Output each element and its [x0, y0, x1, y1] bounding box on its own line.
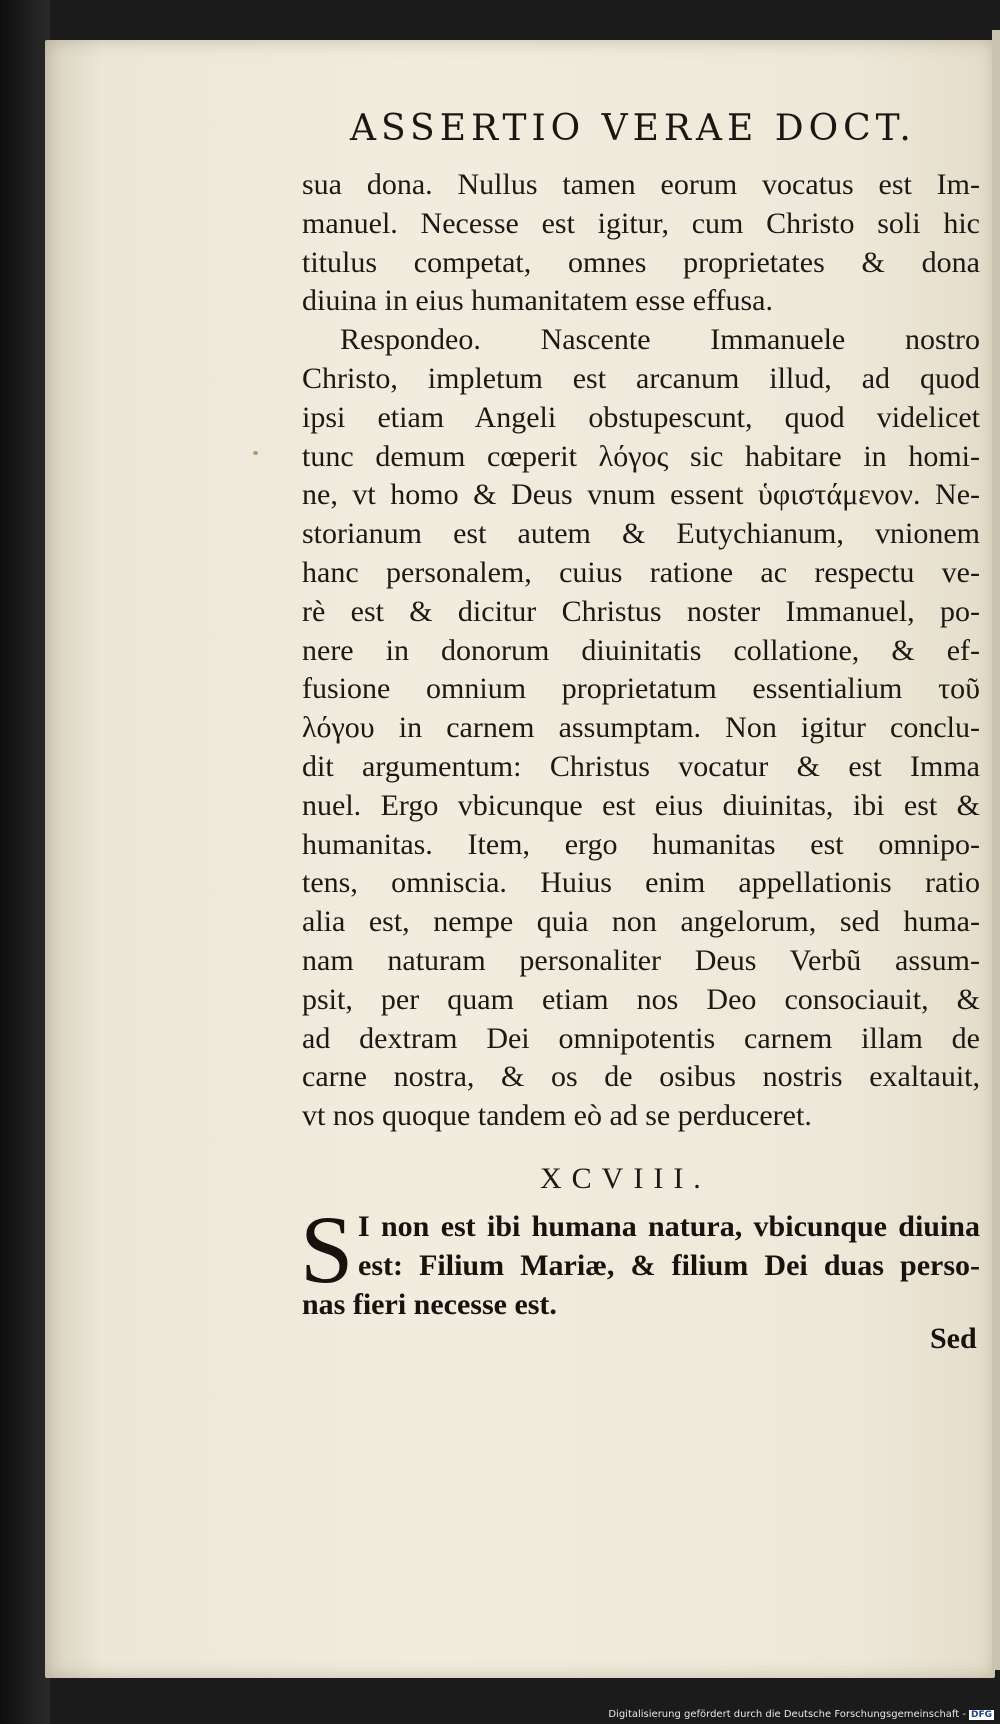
text-line: sua dona. Nullus tamen eorum vocatus est Im-: [302, 168, 980, 201]
text-line: titulus competat, omnes proprietates & dona: [302, 245, 980, 279]
text-line: vt nos quoque tandem eò ad se perduceret.: [302, 1099, 812, 1133]
text-line: storianum est autem & Eutychianum, vnionem: [302, 517, 980, 551]
paper-spot: [253, 451, 258, 455]
text-line: ad dextram Dei omnipotentis carnem illam de: [302, 1021, 980, 1055]
text-line: humanitas. Item, ergo humanitas est omnipo-: [302, 827, 980, 861]
credit-text: Digitalisierung gefördert durch die Deutsche Forschungsgemeinschaft -: [608, 1709, 966, 1720]
text-line: nuel. Ergo vbicunque est eius diuinitas, ibi est &: [302, 788, 980, 822]
text-line: λόγου in carnem assumptam. Non igitur conclu-: [302, 711, 980, 745]
body-text: [302, 166, 980, 1136]
drop-capital: S: [300, 1196, 354, 1303]
text-line: tens, omniscia. Huius enim appellationis ratio: [302, 866, 980, 900]
text-line: nam naturam personaliter Deus Verbũ assum-: [302, 943, 980, 977]
text-line: est: Filium Mariæ, & filium Dei duas perso-: [358, 1248, 980, 1282]
section-number: XCVIII.: [540, 1162, 711, 1195]
text-line: hanc personalem, cuius ratione ac respectu ve-: [302, 555, 980, 589]
text-line: ipsi etiam Angeli obstupescunt, quod videlicet: [302, 400, 980, 434]
running-head: ASSERTIO VERAE DOCT.: [350, 108, 916, 149]
page-edge: [992, 30, 1000, 1670]
text-line: Christo, impletum est arcanum illud, ad quod: [302, 361, 980, 395]
book-spine-shadow: [0, 0, 50, 1724]
text-line: tunc demum cœperit λόγος sic habitare in homi-: [302, 439, 980, 473]
text-line: ne, vt homo & Deus vnum essent ὑφιστάμενον. Ne-: [302, 478, 980, 512]
text-line: psit, per quam etiam nos Deo consociauit, &: [302, 982, 980, 1016]
dfg-logo: DFG: [970, 1710, 992, 1720]
text-line: nas fieri necesse est.: [302, 1287, 557, 1321]
text-line: fusione omnium proprietatum essentialium τοῦ: [302, 672, 980, 706]
text-line: nere in donorum diuinitatis collatione, & ef-: [302, 633, 980, 667]
text-line: rè est & dicitur Christus noster Immanuel, po-: [302, 594, 980, 628]
text-line: manuel. Necesse est igitur, cum Christo soli hic: [302, 206, 980, 240]
thesis-text: [300, 1196, 980, 1324]
text-line: alia est, nempe quia non angelorum, sed huma-: [302, 905, 980, 939]
text-line: carne nostra, & os de osibus nostris exaltauit,: [302, 1060, 980, 1094]
text-line: I non est ibi humana natura, vbicunque diuina: [358, 1210, 980, 1243]
digitization-credit: [608, 1709, 994, 1720]
catchword: Sed: [930, 1322, 977, 1355]
text-line: Respondeo. Nascente Immanuele nostro: [340, 323, 980, 357]
text-line: diuina in eius humanitatem esse effusa.: [302, 284, 773, 318]
text-line: dit argumentum: Christus vocatur & est Imma: [302, 749, 980, 783]
